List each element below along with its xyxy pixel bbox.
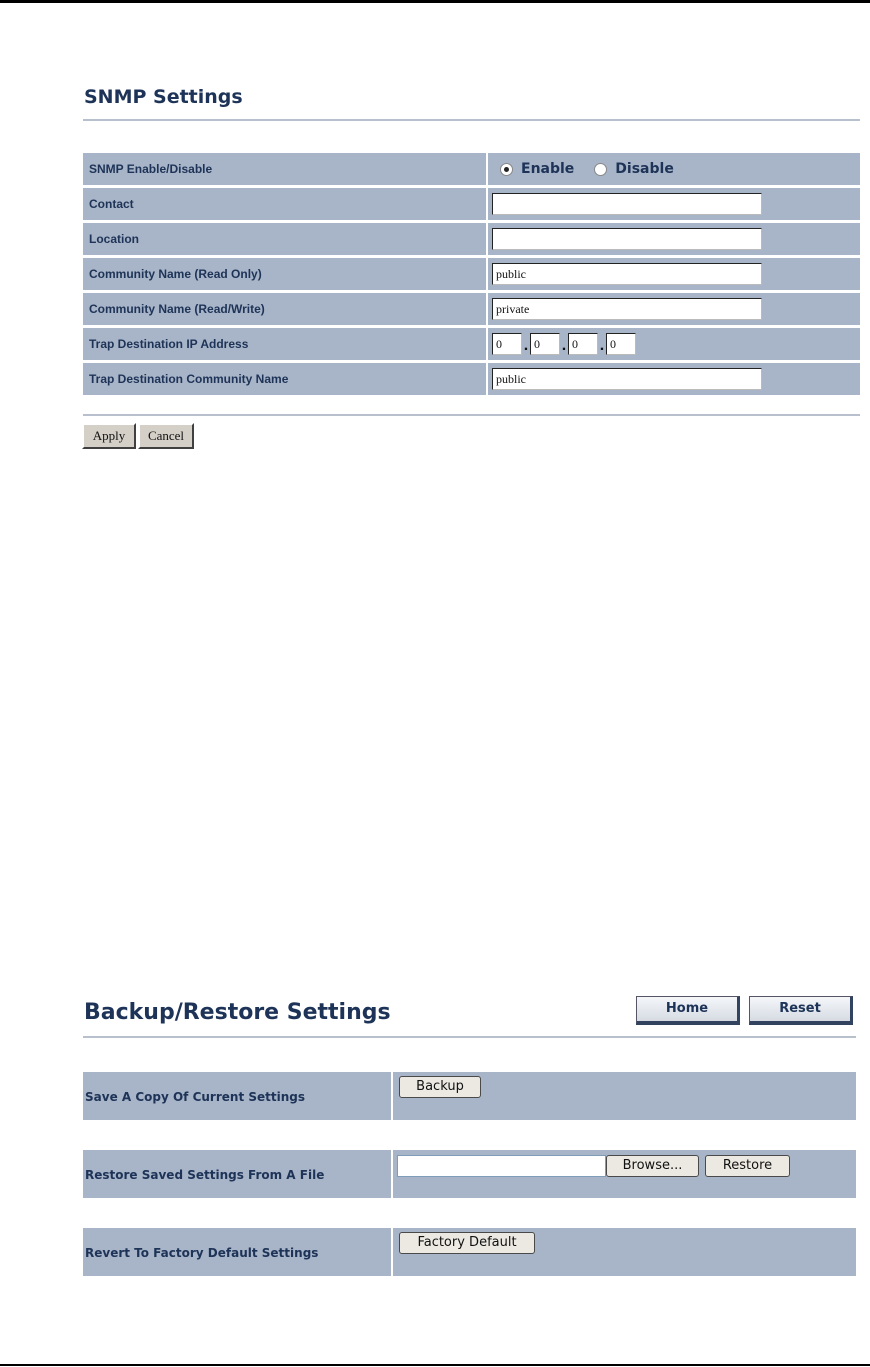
trap-ip-octet-1[interactable]: 0: [492, 333, 522, 355]
restore-from-file-label: Restore Saved Settings From A File: [85, 1168, 325, 1182]
trap-ip-octet-2[interactable]: 0: [530, 333, 560, 355]
snmp-enable-radio-group: [492, 161, 674, 177]
trap-ip-row: [83, 328, 860, 360]
community-read-only-label: Community Name (Read Only): [83, 258, 488, 290]
backup-restore-title: Backup/Restore Settings: [84, 1000, 391, 1025]
contact-input[interactable]: [492, 193, 762, 215]
factory-label-cell: [83, 1228, 393, 1276]
snmp-bottom-divider: [83, 414, 860, 416]
backup-title-divider: [83, 1036, 856, 1038]
cancel-button[interactable]: Cancel: [138, 423, 194, 449]
contact-label: Contact: [83, 188, 488, 220]
community-read-write-input[interactable]: private: [492, 298, 762, 320]
backup-button[interactable]: Backup: [399, 1076, 481, 1098]
restore-file-input[interactable]: [397, 1155, 606, 1177]
location-input[interactable]: [492, 228, 762, 250]
trap-ip-octet-4[interactable]: 0: [606, 333, 636, 355]
factory-default-button[interactable]: Factory Default: [399, 1232, 535, 1254]
trap-destination-community-input[interactable]: public: [492, 368, 762, 390]
revert-factory-label: Revert To Factory Default Settings: [85, 1246, 319, 1260]
apply-button[interactable]: Apply: [82, 423, 136, 449]
ip-separator: .: [523, 337, 529, 354]
community-read-write-label: Community Name (Read/Write): [83, 293, 488, 325]
community-ro-row: [83, 258, 860, 290]
snmp-enable-label: SNMP Enable/Disable: [83, 153, 488, 185]
reset-button[interactable]: Reset: [749, 996, 853, 1025]
community-rw-row: [83, 293, 860, 325]
restore-label-cell: [83, 1150, 393, 1198]
snmp-settings-title: SNMP Settings: [84, 86, 243, 108]
snmp-contact-row: [83, 188, 860, 220]
restore-button[interactable]: Restore: [705, 1155, 790, 1177]
snmp-disable-radio[interactable]: [594, 163, 607, 176]
factory-default-row: [83, 1228, 856, 1276]
snmp-disable-option-label: Disable: [615, 161, 674, 177]
home-button[interactable]: Home: [636, 996, 740, 1025]
snmp-enable-radio[interactable]: [500, 163, 513, 176]
page-top-border: [0, 0, 870, 3]
snmp-settings-table: [83, 150, 860, 398]
snmp-location-row: [83, 223, 860, 255]
location-label: Location: [83, 223, 488, 255]
backup-label-cell: [83, 1072, 393, 1120]
ip-separator: .: [599, 337, 605, 354]
community-read-only-input[interactable]: public: [492, 263, 762, 285]
browse-button[interactable]: Browse...: [606, 1155, 699, 1177]
snmp-enable-row: [83, 153, 860, 185]
page-bottom-border: [0, 1364, 870, 1366]
restore-row: [83, 1150, 856, 1198]
backup-row: [83, 1072, 856, 1120]
snmp-title-divider: [83, 119, 860, 121]
snmp-enable-option-label: Enable: [521, 161, 575, 177]
ip-separator: .: [561, 337, 567, 354]
save-copy-label: Save A Copy Of Current Settings: [85, 1090, 306, 1104]
trap-destination-ip-label: Trap Destination IP Address: [83, 328, 488, 360]
trap-destination-community-label: Trap Destination Community Name: [83, 363, 488, 395]
trap-ip-octet-3[interactable]: 0: [568, 333, 598, 355]
trap-community-row: [83, 363, 860, 395]
